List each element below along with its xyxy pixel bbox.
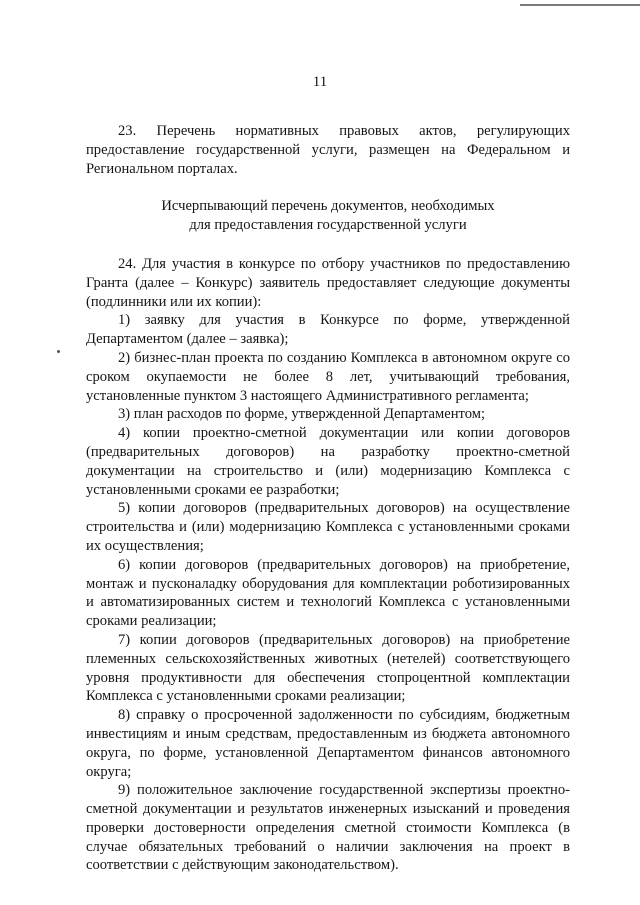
list-item-7: 7) копии договоров (предварительных договоров) на приобретение племенных сельскохозяйственных животных (нетелей) соответствующего уровня продуктивности для обеспечения стопроцентной комплектации Комплекса с установленными сроками реализации;: [86, 631, 570, 705]
list-item-9: 9) положительное заключение государственной экспертизы проектно-сметной документации и результатов инженерных изысканий и проведения проверки достоверности определения сметной стоимости Комплекса (в случае обязательных требований о наличии заключения на проект в соответствии с действующим законодательством).: [86, 782, 570, 874]
top-edge-line: [520, 4, 640, 6]
section-heading: [86, 197, 570, 235]
document-body: [86, 122, 570, 875]
list-item-8: 8) справку о просроченной задолженности по субсидиям, бюджетным инвестициям и иным средствам, предоставленным из бюджета автономного округа, по форме, установленной Департаментом финансов автономного округа;: [86, 707, 570, 780]
list-item-3: 3) план расходов по форме, утвержденной Департаментом;: [118, 406, 486, 423]
list-item-5: 5) копии договоров (предварительных договоров) на осуществление строительства и (или) модернизацию Комплекса с установленными сроками их осуществления;: [86, 500, 570, 554]
list-item-4: 4) копии проектно-сметной документации или копии договоров (предварительных договоров) на разработку проектно-сметной документации на строительство и (или) модернизацию Комплекса с установленными сроками ее разработки;: [86, 425, 570, 498]
margin-mark: [57, 350, 60, 353]
paragraph-23: 23. Перечень нормативных правовых актов, регулирующих предоставление государственной услуги, размещен на Федеральном и Региональном порталах.: [86, 123, 570, 177]
paragraph-24: 24. Для участия в конкурсе по отбору участников по предоставлению Гранта (далее – Конкурс) заявитель предоставляет следующие документы (подлинники или их копии):: [86, 255, 570, 310]
page-number: 11: [312, 74, 328, 90]
list-item-1: 1) заявку для участия в Конкурсе по форме, утвержденной Департаментом (далее – заявка);: [86, 312, 570, 348]
list-item-2: 2) бизнес-план проекта по созданию Комплекса в автономном округе со сроком окупаемости не более 8 лет, учитывающий требования, установленные пунктом 3 настоящего Административного регламента;: [86, 349, 570, 404]
list-item-6: 6) копии договоров (предварительных договоров) на приобретение, монтаж и пусконаладку оборудования для комплектации роботизированных и автоматизированных систем и технологий Комплекса с установленными сроками реализации;: [86, 556, 570, 630]
heading-line-1: Исчерпывающий перечень документов, необходимых: [161, 198, 495, 215]
heading-line-2: для предоставления государственной услуги: [189, 217, 467, 234]
